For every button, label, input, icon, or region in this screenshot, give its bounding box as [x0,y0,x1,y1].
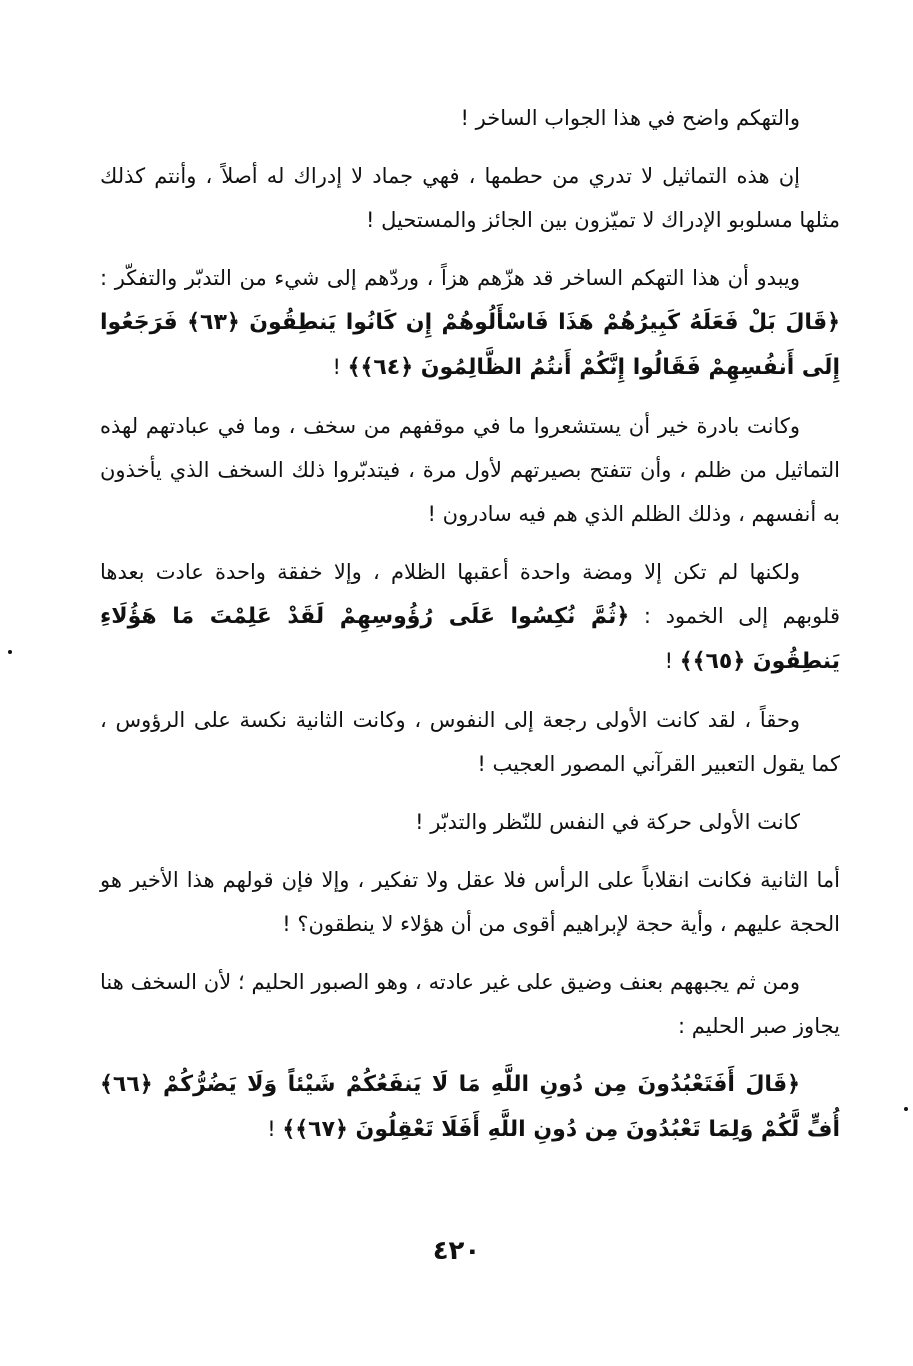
scan-edge-mark [8,650,12,654]
paragraph-2 [100,154,840,242]
page-number: ٤٢٠ [432,1236,481,1266]
paragraph-8 [100,858,840,946]
paragraph-text: ولكنها لم تكن إلا ومضة واحدة أعقبها الظلام ، وإلا خفقة واحدة عادت بعدها قلوبهم إلى الخمود : [100,560,840,628]
paragraph-text: أما الثانية فكانت انقلاباً على الرأس فلا عقل ولا تفكير ، وإلا فإن قولهم هذا الأخير هو الحجة عليهم ، وأية حجة لإبراهيم أقوى من أن هؤلاء لا ينطقون؟ ! [100,868,840,936]
paragraph-1 [100,96,840,140]
scan-edge-mark [904,1107,908,1111]
paragraph-7 [100,800,840,844]
paragraph-9 [100,960,840,1048]
quran-verse: ﴿قَالَ أَفَتَعْبُدُونَ مِن دُونِ اللَّهِ مَا لَا يَنفَعُكُمْ شَيْئاً وَلَا يَضُرُّكُمْ ﴿٦٦﴾ أُفٍّ لَّكُمْ وَلِمَا تَعْبُدُونَ مِن دُونِ اللَّهِ أَفَلَا تَعْقِلُونَ ﴿٦٧﴾﴾ [100,1072,840,1142]
paragraph-tail: ! [332,355,348,379]
paragraph-text: كانت الأولى حركة في النفس للنّظر والتدبّر ! [415,810,800,834]
quran-verse: ﴿قَالَ بَلْ فَعَلَهُ كَبِيرُهُمْ هَذَا فَاسْأَلُوهُمْ إِن كَانُوا يَنطِقُونَ ﴿٦٣﴾ فَرَجَعُوا إِلَى أَنفُسِهِمْ فَقَالُوا إِنَّكُمْ أَنتُمُ الظَّالِمُونَ ﴿٦٤﴾﴾ [100,310,840,380]
paragraph-3 [100,256,840,390]
paragraph-text: والتهكم واضح في هذا الجواب الساخر ! [460,106,800,130]
quran-verse: ﴿ثُمَّ نُكِسُوا عَلَى رُؤُوسِهِمْ لَقَدْ عَلِمْتَ مَا هَؤُلَاءِ يَنطِقُونَ ﴿٦٥﴾﴾ [100,604,840,674]
paragraph-6 [100,698,840,786]
paragraph-text: إن هذه التماثيل لا تدري من حطمها ، فهي جماد لا إدراك له أصلاً ، وأنتم كذلك مثلها مسلوبو الإدراك لا تميّزون بين الجائز والمستحيل ! [100,164,840,232]
paragraph-4 [100,404,840,536]
paragraph-5 [100,550,840,684]
body-text [100,96,840,1166]
paragraph-tail: ! [267,1117,283,1141]
paragraph-text: وحقاً ، لقد كانت الأولى رجعة إلى النفوس ، وكانت الثانية نكسة على الرؤوس ، كما يقول التعبير القرآني المصور العجيب ! [100,708,840,776]
paragraph-text: ويبدو أن هذا التهكم الساخر قد هزّهم هزاً ، وردّهم إلى شيء من التدبّر والتفكّر : [100,266,800,290]
paragraph-text: وكانت بادرة خير أن يستشعروا ما في موقفهم من سخف ، وما في عبادتهم لهذه التماثيل من ظلم ، وأن تتفتح بصيرتهم لأول مرة ، فيتدبّروا ذلك السخف الذي يأخذون به أنفسهم ، وذلك الظلم الذي هم فيه سادرون ! [100,414,840,526]
paragraph-text: ومن ثم يجبههم بعنف وضيق على غير عادته ، وهو الصبور الحليم ؛ لأن السخف هنا يجاوز صبر الحليم : [100,970,840,1038]
paragraph-tail: ! [664,649,680,673]
paragraph-10 [100,1062,840,1152]
